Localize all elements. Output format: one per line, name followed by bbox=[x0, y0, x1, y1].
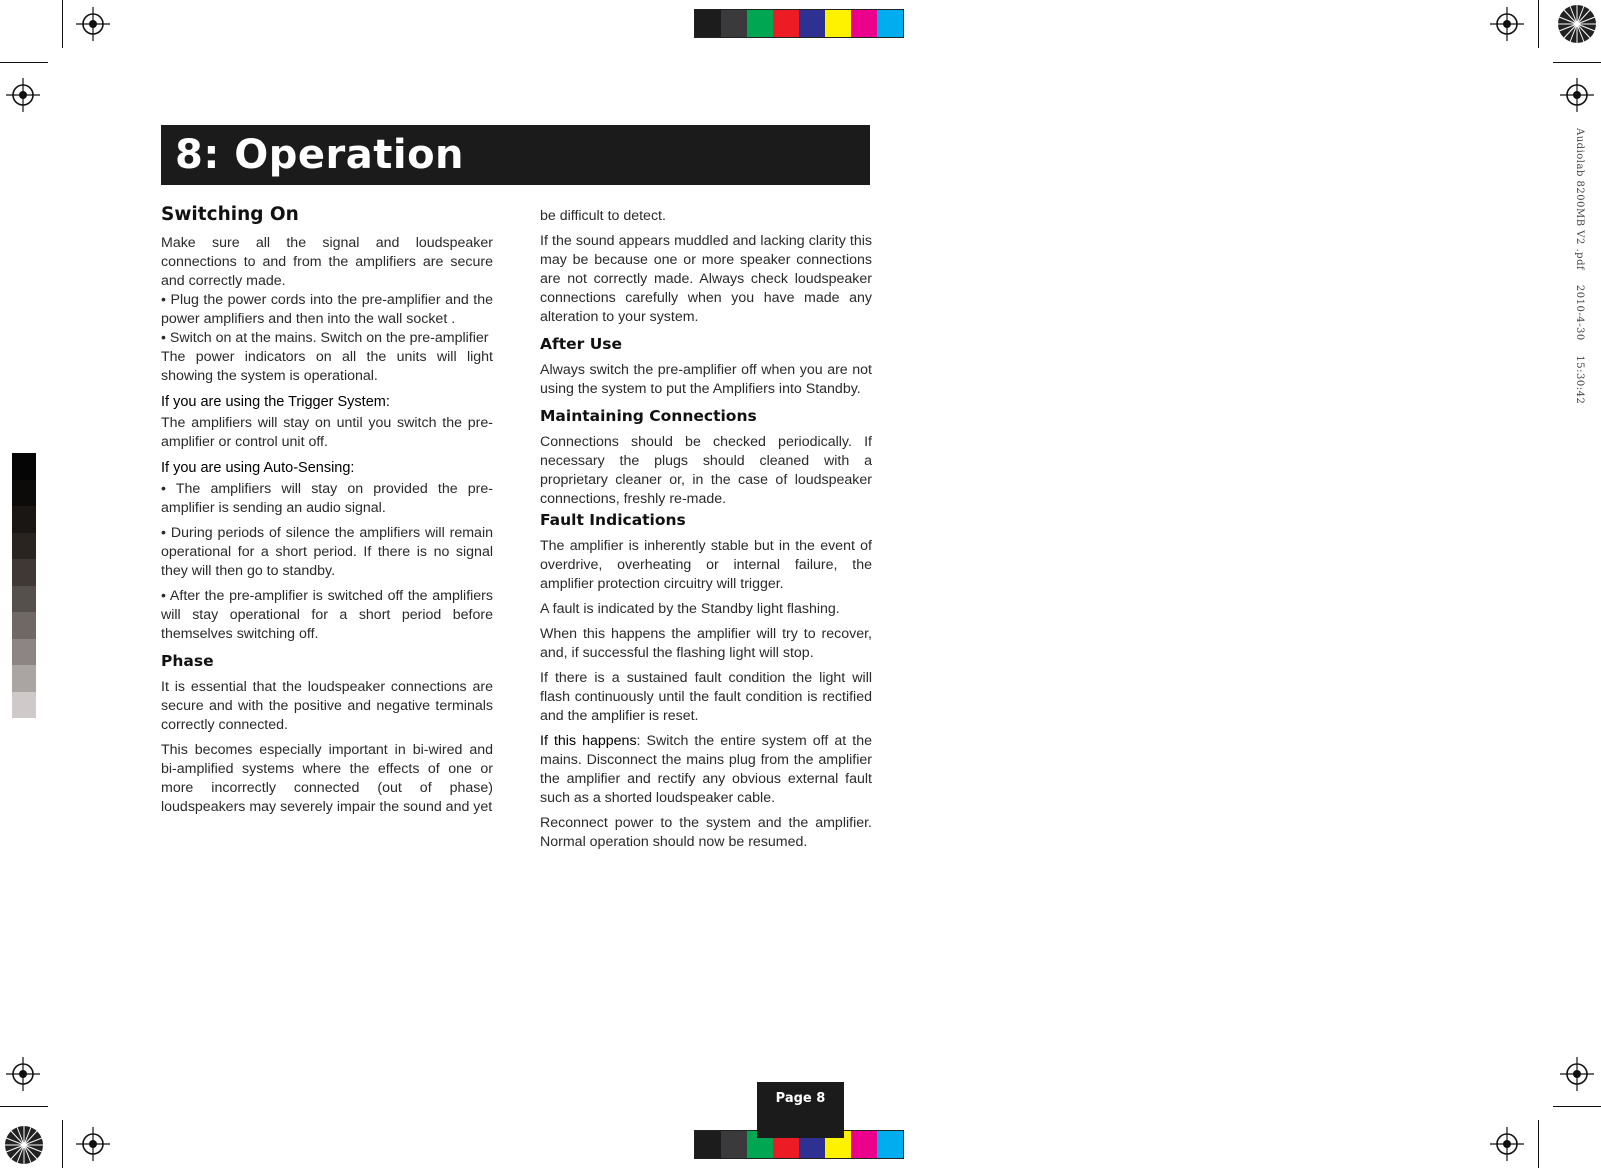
paragraph: It is essential that the loudspeaker connections are secure and with the positive and negative terminals correctly connected. bbox=[161, 679, 493, 733]
crop-line bbox=[0, 1106, 48, 1107]
paragraph: This becomes especially important in bi-wired and bi-amplified systems where the effects of one or more incorrectly connected (out of phase) loudspeakers may severely impair the sound and yet bbox=[161, 742, 493, 815]
gray-step bbox=[12, 639, 36, 666]
right-column bbox=[540, 207, 872, 858]
color-swatch bbox=[773, 10, 799, 37]
section-heading-fault-indications: Fault Indications bbox=[540, 511, 686, 529]
registration-mark-icon bbox=[1490, 1127, 1524, 1161]
gray-step bbox=[12, 612, 36, 639]
color-swatch bbox=[695, 10, 721, 37]
section-heading-phase: Phase bbox=[161, 652, 214, 670]
gray-step bbox=[12, 453, 36, 480]
left-column bbox=[161, 202, 493, 823]
crop-line bbox=[1538, 1120, 1539, 1168]
paragraph: Connections should be checked periodically. If necessary the plugs should cleaned with a proprietary cleaner or, in the case of loudspeaker connections, freshly re-made. bbox=[540, 434, 872, 507]
page-number: Page 8 bbox=[757, 1082, 844, 1138]
registration-mark-icon bbox=[76, 1127, 110, 1161]
registration-mark-icon bbox=[76, 7, 110, 41]
gray-step bbox=[12, 665, 36, 692]
paragraph: The amplifiers will stay on until you switch the pre-amplifier or control unit off. bbox=[161, 415, 493, 450]
paragraph bbox=[540, 732, 872, 808]
paragraph: The amplifier is inherently stable but in the event of overdrive, overheating or internal failure, the amplifier protection circuitry will trigger. bbox=[540, 538, 872, 592]
page-title: 8: Operation bbox=[161, 125, 870, 185]
registration-mark-icon bbox=[6, 1057, 40, 1091]
bullet-item: • The amplifiers will stay on provided the pre-amplifier is sending an audio signal. bbox=[161, 481, 493, 516]
color-swatch bbox=[721, 10, 747, 37]
color-bar-top bbox=[694, 9, 904, 38]
section-heading-switching-on: Switching On bbox=[161, 204, 299, 225]
gray-step bbox=[12, 533, 36, 560]
subheading-trigger-system: If you are using the Trigger System: bbox=[161, 394, 390, 410]
paragraph: If there is a sustained fault condition the light will flash continuously until the fault condition is rectified and the amplifier is reset. bbox=[540, 670, 872, 724]
star-target-icon bbox=[4, 1125, 44, 1165]
crop-line bbox=[0, 62, 48, 63]
color-swatch bbox=[747, 10, 773, 37]
paragraph: be difficult to detect. bbox=[540, 208, 666, 224]
gray-step bbox=[12, 586, 36, 613]
grayscale-strip bbox=[12, 453, 36, 718]
registration-mark-icon bbox=[6, 78, 40, 112]
bullet-item: • Plug the power cords into the pre-amplifier and the power amplifiers and then into the wall socket . bbox=[161, 292, 493, 327]
gray-step bbox=[12, 559, 36, 586]
registration-mark-icon bbox=[1490, 7, 1524, 41]
crop-line bbox=[1553, 62, 1601, 63]
paragraph: When this happens the amplifier will try to recover, and, if successful the flashing light will stop. bbox=[540, 626, 872, 661]
crop-line bbox=[1538, 0, 1539, 48]
gray-step bbox=[12, 506, 36, 533]
gray-step bbox=[12, 692, 36, 719]
crop-line bbox=[1553, 1106, 1601, 1107]
color-swatch bbox=[721, 1131, 747, 1158]
paragraph: Always switch the pre-amplifier off when you are not using the system to put the Amplifiers into Standby. bbox=[540, 362, 872, 397]
color-swatch bbox=[825, 10, 851, 37]
color-swatch bbox=[695, 1131, 721, 1158]
crop-line bbox=[62, 0, 63, 48]
paragraph: A fault is indicated by the Standby light flashing. bbox=[540, 601, 840, 617]
subheading-auto-sensing: If you are using Auto-Sensing: bbox=[161, 460, 355, 476]
crop-line bbox=[62, 1120, 63, 1168]
gray-step bbox=[12, 480, 36, 507]
bullet-item: • During periods of silence the amplifiers will remain operational for a short period. If there is no signal they will then go to standby. bbox=[161, 525, 493, 579]
emphasis-lead: If this happens bbox=[540, 733, 637, 749]
file-metadata: Audiolab 8200MB V2 .pdf 2010-4-30 15:30:42 bbox=[1574, 128, 1585, 405]
paragraph-rest: : Switch the entire system off at the mains. Disconnect the mains plug from the amplifier the amplifier and rectify any obvious external fault such as a shorted loudspeaker cable. bbox=[540, 733, 872, 806]
star-target-icon bbox=[1557, 4, 1597, 44]
registration-mark-icon bbox=[1560, 1057, 1594, 1091]
color-swatch bbox=[851, 1131, 877, 1158]
color-swatch bbox=[851, 10, 877, 37]
paragraph: Reconnect power to the system and the amplifier. Normal operation should now be resumed. bbox=[540, 815, 872, 850]
paragraph: The power indicators on all the units will light showing the system is operational. bbox=[161, 349, 493, 384]
bullet-item: • Switch on at the mains. Switch on the pre-amplifier bbox=[161, 330, 489, 346]
registration-mark-icon bbox=[1560, 78, 1594, 112]
paragraph: Make sure all the signal and loudspeaker connections to and from the amplifiers are secure and correctly made. bbox=[161, 235, 493, 289]
color-swatch bbox=[799, 10, 825, 37]
color-swatch bbox=[877, 1131, 903, 1158]
section-heading-maintaining-connections: Maintaining Connections bbox=[540, 407, 757, 425]
bullet-item: • After the pre-amplifier is switched off the amplifiers will stay operational for a short period before themselves switching off. bbox=[161, 588, 493, 642]
section-heading-after-use: After Use bbox=[540, 335, 623, 353]
color-swatch bbox=[877, 10, 903, 37]
paragraph: If the sound appears muddled and lacking clarity this may be because one or more speaker connections are not correctly made. Always check loudspeaker connections carefully when you have made any alteration to your system. bbox=[540, 233, 872, 325]
